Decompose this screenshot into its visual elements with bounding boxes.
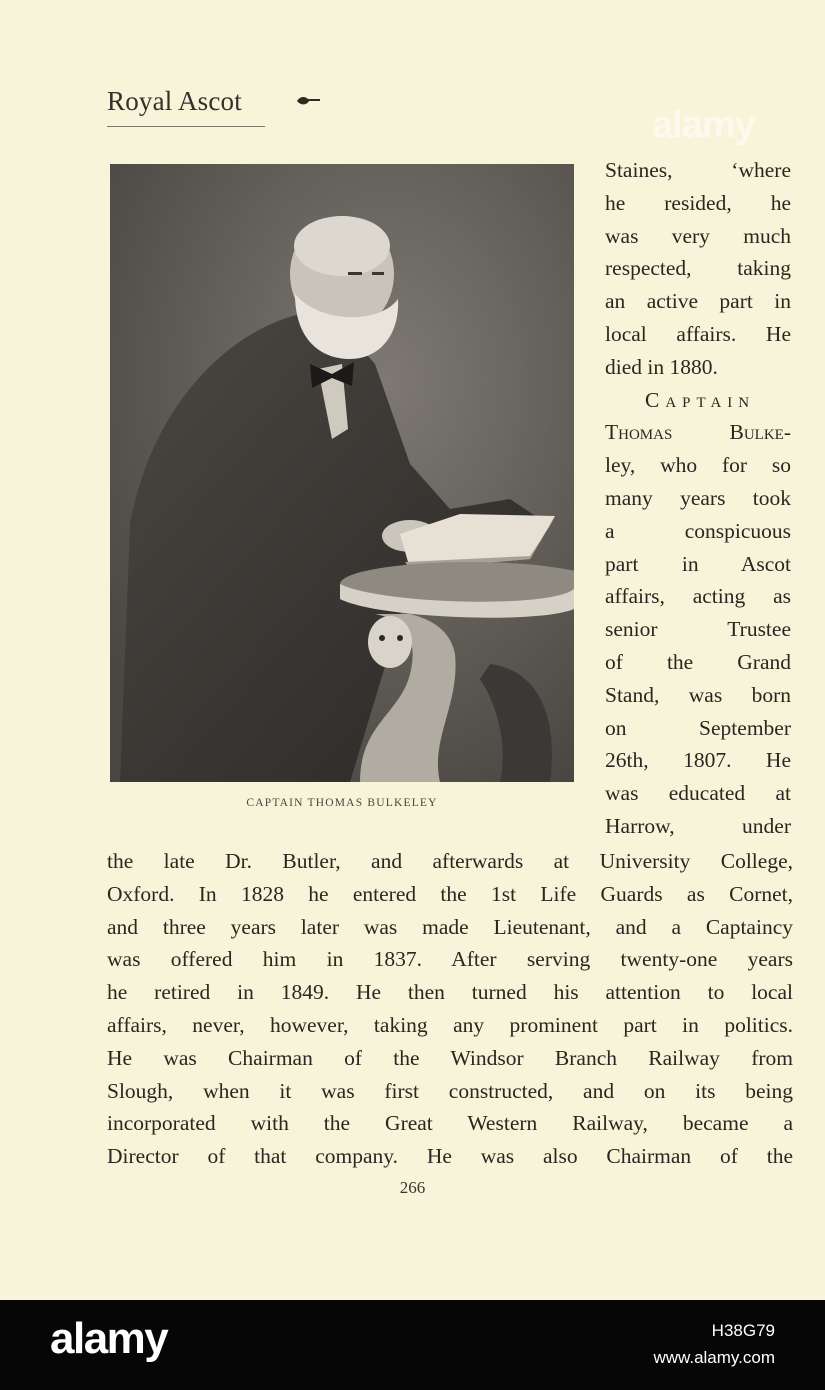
page-number: 266	[399, 1178, 426, 1197]
portrait-photo	[110, 164, 574, 782]
text-line: Staines, ‘where	[605, 158, 791, 182]
text-line: Harrow, under	[605, 813, 791, 838]
text-line: ley, who for so	[605, 453, 791, 478]
text-line: affairs, acting as	[605, 584, 791, 609]
text-line: senior Trustee	[605, 617, 791, 642]
text-line: Director of that company. He was also Chairman of the	[107, 1144, 793, 1169]
text-line: affairs, never, however, taking any prominent part in politics.	[107, 1012, 793, 1037]
text-line: 26th, 1807. He	[605, 748, 791, 773]
text-line: of the Grand	[605, 649, 791, 674]
side-text-column	[605, 154, 791, 843]
header-rule	[107, 126, 265, 127]
footer-logo: alamy	[50, 1314, 168, 1363]
photo-caption: CAPTAIN THOMAS BULKELEY	[246, 797, 438, 809]
text-line: respected, taking	[605, 256, 791, 281]
watermark: alamy	[652, 104, 755, 146]
text-line: He was Chairman of the Windsor Branch Railway from	[107, 1045, 793, 1070]
text-line: Slough, when it was first constructed, and on its being	[107, 1078, 793, 1103]
footer-image-id: H38G79	[711, 1321, 775, 1340]
text-line: Stand, was born	[605, 682, 791, 707]
text-line: died in 1880.	[605, 354, 718, 379]
text-line: Captain	[645, 387, 756, 412]
text-line: was educated at	[605, 781, 791, 806]
text-line: on September	[605, 715, 791, 740]
text-line: local affairs. He	[605, 321, 791, 346]
text-line: many years took	[605, 485, 791, 510]
text-line: a conspicuous	[605, 518, 791, 543]
body-text	[107, 845, 793, 1173]
text-line: Oxford. In 1828 he entered the 1st Life Guards as Cornet,	[107, 881, 793, 906]
text-line: the late Dr. Butler, and afterwards at University College,	[107, 849, 793, 873]
text-line: incorporated with the Great Western Railway, became a	[107, 1111, 793, 1136]
running-header: Royal Ascot	[107, 86, 242, 116]
text-line: Thomas Bulke-	[605, 420, 791, 445]
text-line: he retired in 1849. He then turned his attention to local	[107, 980, 793, 1005]
text-line: an active part in	[605, 289, 791, 314]
text-line: was offered him in 1837. After serving twenty-one years	[107, 947, 793, 972]
footer-url: www.alamy.com	[653, 1348, 775, 1367]
text-line: was very much	[605, 223, 791, 248]
text-line: part in Ascot	[605, 551, 791, 576]
text-line: and three years later was made Lieutenant, and a Captaincy	[107, 914, 793, 939]
hand-pointer-ornament-icon	[296, 94, 322, 108]
text-line: he resided, he	[605, 190, 791, 215]
